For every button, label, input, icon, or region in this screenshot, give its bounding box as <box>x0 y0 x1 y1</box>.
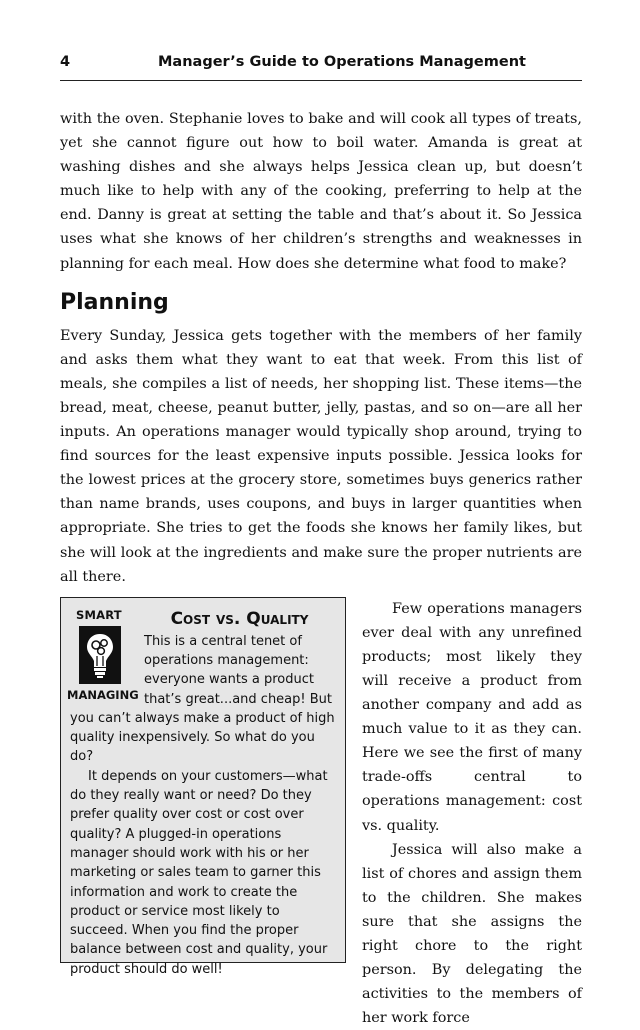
book-page <box>60 54 582 1027</box>
sidebar-paragraph-1: This is a central tenet of operations management: everyone wants a product that’s great...and cheap! But you can’t always make a product of high quality inexpensively. So what do you do? <box>70 633 335 765</box>
running-head: Manager’s Guide to Operations Management <box>158 54 526 70</box>
lightbulb-gears-icon <box>79 626 121 684</box>
intro-paragraph: with the oven. Stephanie loves to bake and will cook all types of treats, yet she cannot figure out how to boil water. Amanda is great at washing dishes and she always helps Jessica clean up, but doesn’t much like to help with any of the cooking, preferring to help at the end. Danny is great at setting the table and that’s about it. So Jessica uses what she knows of her children’s strengths and weaknesses in planning for each meal. How does she determine what food to make? <box>60 111 582 272</box>
right-column <box>362 597 582 1030</box>
section-heading: Planning <box>60 289 169 315</box>
right-paragraph-1: Few operations managers ever deal with any unrefined products; most likely they will receive a product from another company and add as much value to it as they can. Here we see the first of many trade-offs central to operations management: cost vs. quality. <box>362 600 582 834</box>
smart-managing-sidebar <box>60 597 346 977</box>
right-paragraph-2: Jessica will also make a list of chores and assign them to the children. She makes sure that she assigns the right chore to the right person. By delegating the activities to the members of her work force <box>362 841 582 1027</box>
sidebar-paragraph-2: It depends on your customers—what do they really want or need? Do they prefer quality over cost or cost over quality? A plugged-in operations manager should work with his or her marketing or sales team to garner this information and work to create the product or service most likely to succeed. When you find the proper balance between cost and quality, your product should do well! <box>70 768 328 977</box>
planning-paragraph: Every Sunday, Jessica gets together with the members of her family and asks them what they want to eat that week. From this list of meals, she compiles a list of needs, her shopping list. These items—the bread, meat, cheese, peanut butter, jelly, pastas, and so on—are all her inputs. An operations manager would typically shop around, trying to find sources for the least expensive inputs possible. Jessica looks for the lowest prices at the grocery store, sometimes buys generics rather than name brands, uses coupons, and buys in larger quantities when appropriate. She tries to get the foods she knows her family likes, but she will look at the ingredients and make sure the proper nutrients are all there. <box>60 327 582 585</box>
page-number: 4 <box>60 54 71 70</box>
badge-top-label: SMART <box>76 607 122 622</box>
sidebar-title: Cost vs. Quality <box>170 608 309 629</box>
smart-managing-badge <box>67 606 139 704</box>
badge-bottom-label: MANAGING <box>67 687 139 702</box>
page-header <box>60 54 582 81</box>
two-column-area <box>60 597 582 1027</box>
